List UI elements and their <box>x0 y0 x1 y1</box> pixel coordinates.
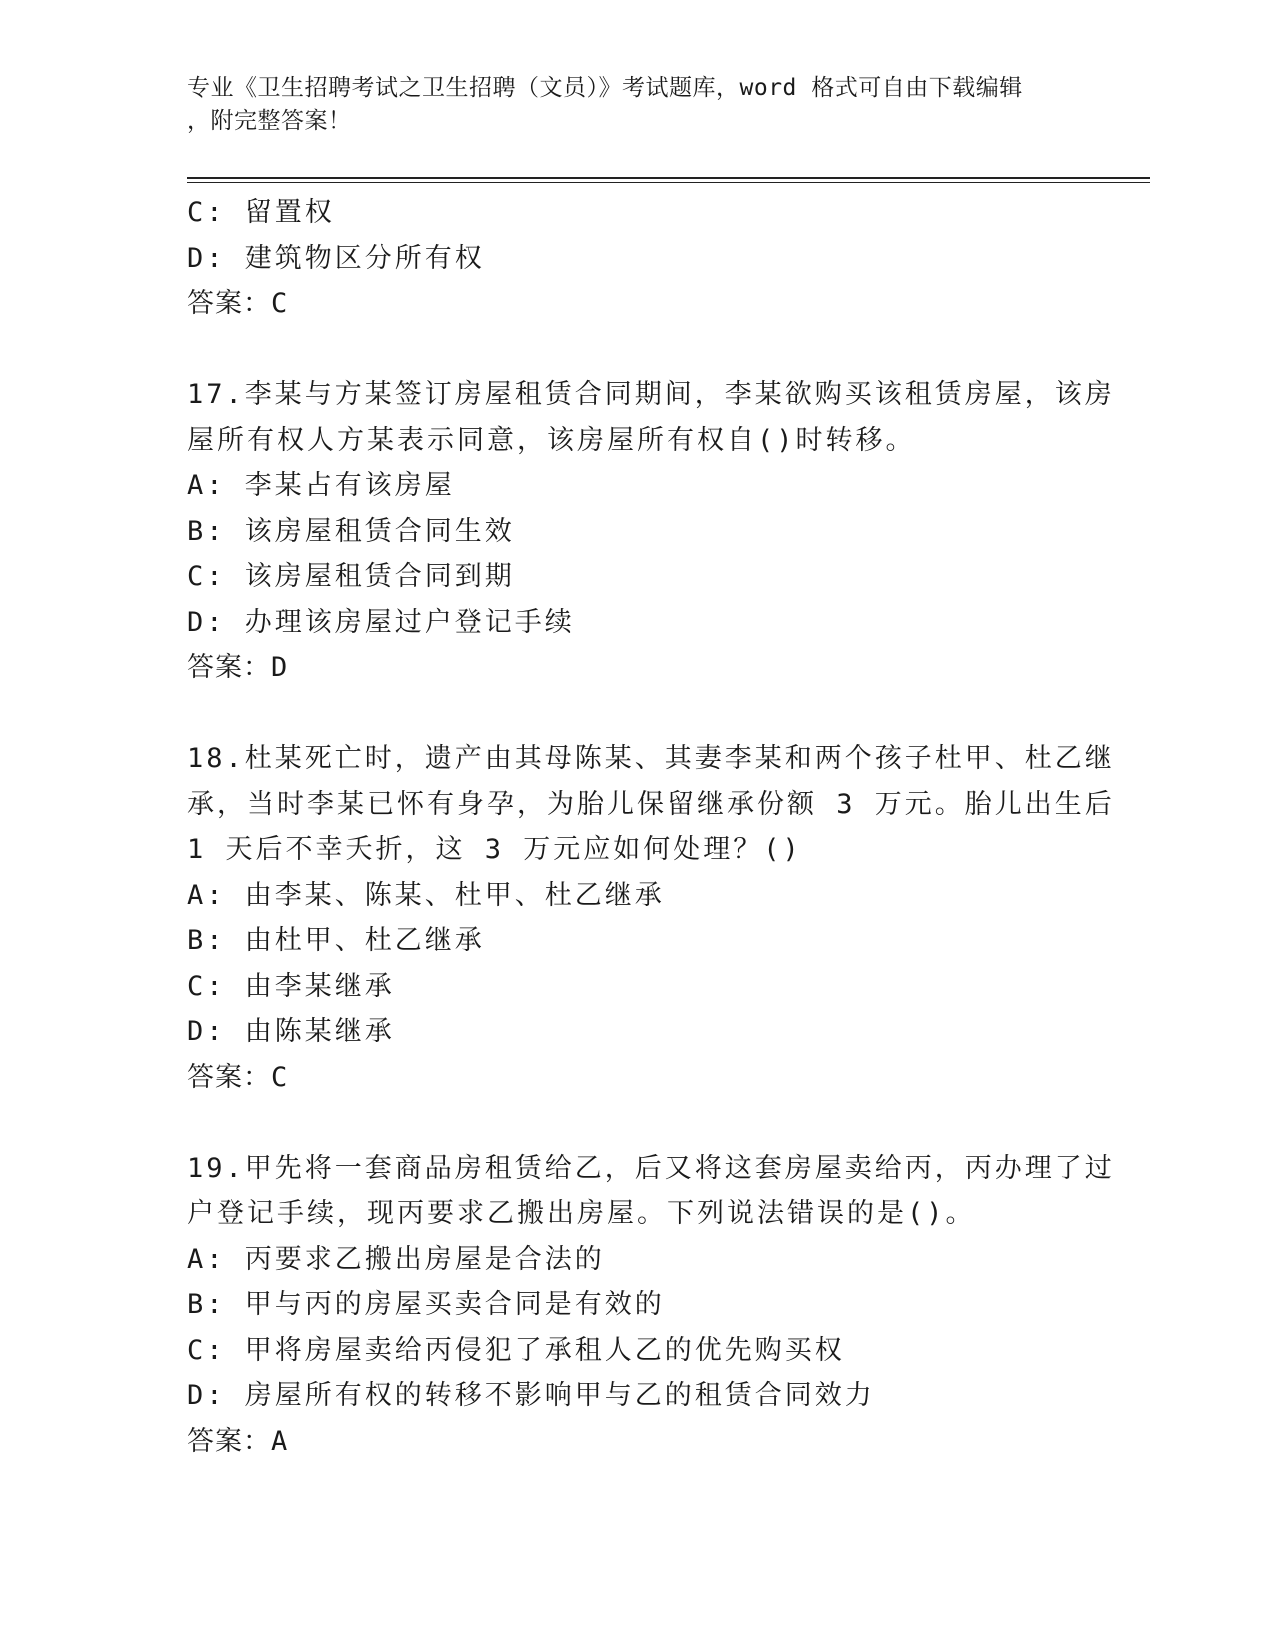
option-a: A: 李某占有该房屋 <box>187 470 455 501</box>
question-stem-line: 承，当时李某已怀有身孕，为胎儿保留继承份额 3 万元。胎儿出生后 <box>187 788 1115 820</box>
header-rule-top <box>187 177 1150 179</box>
option-c: C: 留置权 <box>187 197 335 228</box>
question-19 <box>187 1146 1115 1465</box>
header-line-2: ，附完整答案！ <box>187 108 352 134</box>
option-a: A: 由李某、陈某、杜甲、杜乙继承 <box>187 879 665 911</box>
option-d: D: 办理该房屋过户登记手续 <box>187 606 575 638</box>
answer-line: 答案：C <box>187 288 289 319</box>
question-stem-line: 18.杜某死亡时，遗产由其母陈某、其妻李某和两个孩子杜甲、杜乙继 <box>187 743 1115 774</box>
question-stem-line: 户登记手续，现丙要求乙搬出房屋。下列说法错误的是()。 <box>187 1198 976 1229</box>
question-18 <box>187 736 1115 1100</box>
option-d: D: 建筑物区分所有权 <box>187 242 485 274</box>
option-b: B: 甲与丙的房屋买卖合同是有效的 <box>187 1289 665 1320</box>
answer-line: 答案：C <box>187 1061 289 1093</box>
option-b: B: 该房屋租赁合同生效 <box>187 515 515 547</box>
page-header <box>187 72 1087 138</box>
header-line-1: 专业《卫生招聘考试之卫生招聘（文员）》考试题库，word 格式可自由下载编辑 <box>187 75 1023 101</box>
question-17 <box>187 372 1115 691</box>
option-d: D: 由陈某继承 <box>187 1016 395 1047</box>
option-c: C: 由李某继承 <box>187 970 395 1002</box>
question-stem-line: 屋所有权人方某表示同意，该房屋所有权自()时转移。 <box>187 424 916 456</box>
option-c: C: 该房屋租赁合同到期 <box>187 561 515 592</box>
question-stem-line: 1 天后不幸夭折，这 3 万元应如何处理？() <box>187 834 802 865</box>
option-a: A: 丙要求乙搬出房屋是合法的 <box>187 1243 605 1275</box>
option-b: B: 由杜甲、杜乙继承 <box>187 925 485 956</box>
option-c: C: 甲将房屋卖给丙侵犯了承租人乙的优先购买权 <box>187 1334 845 1366</box>
answer-line: 答案：A <box>187 1425 289 1457</box>
header-rule-bottom <box>187 182 1150 183</box>
question-stem-line: 17.李某与方某签订房屋租赁合同期间，李某欲购买该租赁房屋，该房 <box>187 379 1115 410</box>
question-list <box>187 190 1115 1464</box>
question-16-continued <box>187 190 1087 327</box>
question-stem-line: 19.甲先将一套商品房租赁给乙，后又将这套房屋卖给丙，丙办理了过 <box>187 1152 1115 1184</box>
option-d: D: 房屋所有权的转移不影响甲与乙的租赁合同效力 <box>187 1380 875 1411</box>
answer-line: 答案：D <box>187 652 289 683</box>
